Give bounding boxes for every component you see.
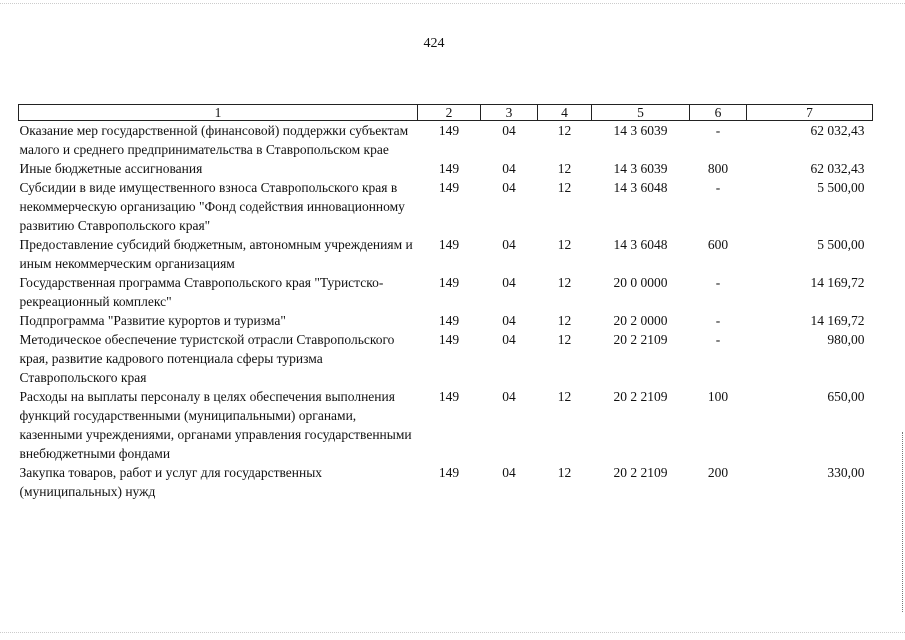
table-row — [19, 159, 873, 178]
row-code-section: 04 — [502, 180, 516, 195]
row-code-ministry: 149 — [438, 332, 460, 347]
row-code-ministry: 149 — [438, 161, 460, 176]
row-amount: 62 032,43 — [810, 123, 865, 138]
header-cell-2: 2 — [418, 105, 481, 121]
table-row — [19, 311, 873, 330]
row-amount: 62 032,43 — [810, 161, 865, 176]
row-target-article: 20 2 2109 — [613, 389, 668, 404]
header-cell-6: 6 — [690, 105, 747, 121]
table-row — [19, 235, 873, 273]
row-code-subsection: 12 — [557, 389, 572, 404]
row-expense-type: 600 — [707, 237, 729, 252]
row-description: Предоставление субсидий бюджетным, автономным учреждениям и иным некоммерческим организациям — [19, 237, 413, 271]
row-code-section: 04 — [502, 313, 516, 328]
row-code-ministry: 149 — [438, 123, 460, 138]
table-row — [19, 273, 873, 311]
row-amount: 5 500,00 — [817, 180, 865, 195]
row-code-ministry: 149 — [438, 313, 460, 328]
row-code-section: 04 — [502, 161, 516, 176]
row-expense-type: - — [715, 313, 721, 328]
row-code-subsection: 12 — [557, 123, 572, 138]
page-number: 424 — [423, 36, 445, 51]
row-description: Государственная программа Ставропольского края "Туристско-рекреационный комплекс" — [19, 275, 384, 309]
row-target-article: 20 2 2109 — [613, 465, 668, 480]
row-code-ministry: 149 — [438, 237, 460, 252]
header-cell-5: 5 — [592, 105, 690, 121]
row-amount: 980,00 — [827, 332, 865, 347]
row-description: Методическое обеспечение туристской отрасли Ставропольского края, развитие кадрового потенциала сферы туризма Ставропольского края — [19, 332, 395, 385]
row-expense-type: 200 — [707, 465, 729, 480]
table-row — [19, 463, 873, 501]
row-target-article: 14 3 6048 — [613, 180, 668, 195]
row-description: Субсидии в виде имущественного взноса Ставропольского края в некоммерческую организацию "Фонд содействия инновационному развитию Ставропольского края" — [19, 180, 405, 233]
row-code-section: 04 — [502, 389, 516, 404]
budget-table — [18, 104, 873, 501]
row-description: Оказание мер государственной (финансовой) поддержки субъектам малого и среднего предпринимательства в Ставропольском крае — [19, 123, 409, 157]
row-code-section: 04 — [502, 465, 516, 480]
table-row — [19, 178, 873, 235]
row-code-section: 04 — [502, 237, 516, 252]
row-description: Иные бюджетные ассигнования — [19, 161, 203, 176]
header-cell-1: 1 — [19, 105, 418, 121]
row-expense-type: - — [715, 123, 721, 138]
table-row — [19, 121, 873, 160]
row-expense-type: 800 — [707, 161, 729, 176]
row-description: Закупка товаров, работ и услуг для государственных (муниципальных) нужд — [19, 465, 323, 499]
row-expense-type: - — [715, 332, 721, 347]
row-code-subsection: 12 — [557, 237, 572, 252]
row-code-ministry: 149 — [438, 180, 460, 195]
row-code-subsection: 12 — [557, 161, 572, 176]
row-target-article: 14 3 6048 — [613, 237, 668, 252]
scan-artifact-bottom — [0, 632, 905, 634]
scan-artifact-top — [0, 3, 905, 5]
row-expense-type: 100 — [707, 389, 729, 404]
row-code-ministry: 149 — [438, 275, 460, 290]
scan-edge-mark — [901, 432, 903, 612]
header-cell-7: 7 — [747, 105, 873, 121]
row-amount: 5 500,00 — [817, 237, 865, 252]
row-code-section: 04 — [502, 275, 516, 290]
row-code-subsection: 12 — [557, 313, 572, 328]
header-cell-3: 3 — [481, 105, 538, 121]
row-description: Подпрограмма "Развитие курортов и туризма" — [19, 313, 286, 328]
row-expense-type: - — [715, 275, 721, 290]
row-target-article: 20 2 2109 — [613, 332, 668, 347]
row-expense-type: - — [715, 180, 721, 195]
table-row — [19, 387, 873, 463]
row-code-section: 04 — [502, 332, 516, 347]
header-row — [19, 105, 873, 121]
row-amount: 330,00 — [827, 465, 865, 480]
row-code-ministry: 149 — [438, 465, 460, 480]
row-amount: 650,00 — [827, 389, 865, 404]
row-amount: 14 169,72 — [810, 275, 865, 290]
row-code-section: 04 — [502, 123, 516, 138]
row-target-article: 14 3 6039 — [613, 123, 668, 138]
row-code-subsection: 12 — [557, 180, 572, 195]
table-row — [19, 330, 873, 387]
header-cell-4: 4 — [538, 105, 592, 121]
row-target-article: 20 0 0000 — [613, 275, 668, 290]
row-code-ministry: 149 — [438, 389, 460, 404]
row-code-subsection: 12 — [557, 275, 572, 290]
row-code-subsection: 12 — [557, 465, 572, 480]
row-code-subsection: 12 — [557, 332, 572, 347]
row-target-article: 20 2 0000 — [613, 313, 668, 328]
row-description: Расходы на выплаты персоналу в целях обеспечения выполнения функций государственными (муниципальными) органами, казенными учреждениями, органами управления государственными внебюджетными фондами — [19, 389, 412, 461]
row-target-article: 14 3 6039 — [613, 161, 668, 176]
row-amount: 14 169,72 — [810, 313, 865, 328]
